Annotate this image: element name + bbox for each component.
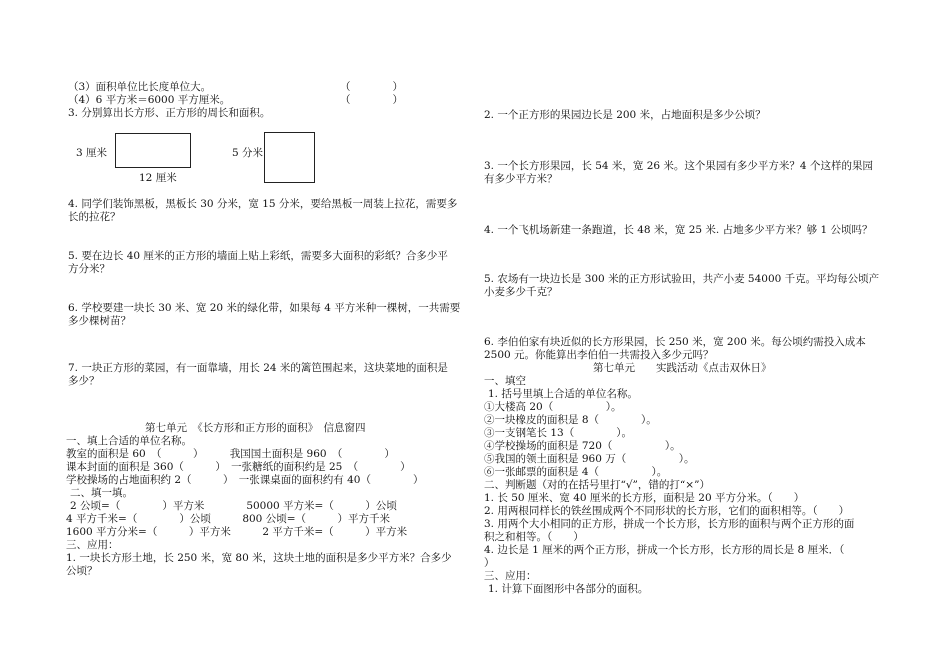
question-6: 6. 学校要建一块长 30 米、宽 20 米的绿化带，如果每 4 平方米种一棵树，一共需要 bbox=[68, 302, 461, 314]
s1-line: ⑤我国的领土面积是 960 万（ ）。 bbox=[484, 453, 695, 465]
part1-line: 学校操场的占地面积约 2（ ） 一张课桌面的面积约有 40（ ） bbox=[66, 474, 424, 486]
rectangle-figure bbox=[115, 133, 191, 168]
s1-title: 一、填空 bbox=[484, 375, 526, 387]
question-7-cont: 多少？ bbox=[68, 375, 100, 387]
s3-line: 1. 计算下面图形中各部分的面积。 bbox=[488, 583, 649, 595]
answer-blank-3[interactable]: （ ） bbox=[340, 81, 403, 93]
question-7: 7. 一块正方形的菜园，有一面靠墙，用长 24 米的篱笆围起来，这块菜地的面积是 bbox=[68, 362, 448, 374]
right-question-4: 4. 一个飞机场新建一条跑道，长 48 米，宽 25 米. 占地多少平方米？够 1 公顷吗？ bbox=[484, 224, 873, 236]
part3-title: 三、应用： bbox=[66, 539, 119, 551]
square-figure bbox=[264, 132, 315, 183]
part1-line: 教室的面积是 60 （ ） 我国国土面积是 960 （ ） bbox=[66, 448, 395, 460]
s1-line: 1. 括号里填上合适的单位名称。 bbox=[488, 388, 638, 400]
right-question-6-cont: 2500 元。你能算出李伯伯一共需投入多少元吗？ bbox=[484, 349, 714, 361]
question-5: 5. 要在边长 40 厘米的正方形的墙面上贴上彩纸，需要多大面积的彩纸？合多少平 bbox=[68, 250, 448, 262]
rect-height-label: 3 厘米 bbox=[76, 147, 108, 159]
part3-line: 1. 一块长方形土地，长 250 米，宽 80 米，这块土地的面积是多少平方米？合多少 bbox=[66, 552, 452, 564]
right-question-6: 6. 李伯伯家有块近似的长方形果园，长 250 米，宽 200 米。每公顷约需投入成本 bbox=[484, 336, 866, 348]
s2-line: 积之和相等。（ ） bbox=[484, 531, 584, 543]
part2-title: 二、填一填。 bbox=[70, 487, 133, 499]
right-question-2: 2. 一个正方形的果园边长是 200 米，占地面积是多少公顷？ bbox=[484, 109, 766, 121]
s1-line: ⑥一张邮票的面积是 4（ ）。 bbox=[484, 466, 668, 478]
part2-line: 2 公顷=（ ）平方米 50000 平方米=（ ）公顷 bbox=[70, 500, 397, 512]
part2-line: 4 平方千米=（ ）公顷 800 公顷=（ ）平方千米 bbox=[66, 513, 390, 525]
s1-line: ④学校操场的面积是 720（ ）。 bbox=[484, 440, 681, 452]
section-title-right: 第七单元 实践活动《点击双休日》 bbox=[593, 362, 772, 374]
s1-line: ③一支钢笔长 13（ ）。 bbox=[484, 427, 632, 439]
s2-line: 1. 长 50 厘米、宽 40 厘米的长方形，面积是 20 平方分米。（ ） bbox=[484, 492, 805, 504]
s2-title: 二、判断题（对的在括号里打“√”，错的打“×”） bbox=[484, 479, 710, 491]
rect-width-label: 12 厘米 bbox=[139, 172, 177, 184]
right-question-3: 3. 一个长方形果园，长 54 米，宽 26 米。这个果园有多少平方米？4 个这样的果园 bbox=[484, 160, 873, 172]
right-question-5: 5. 农场有一块边长是 300 米的正方形试验田，共产小麦 54000 千克。平均每公顷产 bbox=[484, 273, 880, 285]
statement-4: （4）6 平方米＝6000 平方厘米。 bbox=[68, 94, 231, 106]
answer-blank-4[interactable]: （ ） bbox=[340, 94, 403, 106]
part1-line: 课本封面的面积是 360（ ） 一张糖纸的面积约是 25 （ ） bbox=[66, 461, 411, 473]
statement-3: （3）面积单位比长度单位大。 bbox=[68, 81, 212, 93]
question-4: 4. 同学们装饰黑板，黑板长 30 分米，宽 15 分米，要给黑板一周装上拉花，需要多 bbox=[68, 198, 458, 210]
right-question-5-cont: 小麦多少千克？ bbox=[484, 286, 558, 298]
s1-line: ①大楼高 20（ ）。 bbox=[484, 401, 622, 413]
right-question-3-cont: 有多少平方米？ bbox=[484, 173, 558, 185]
question-4-cont: 长的拉花？ bbox=[68, 211, 121, 223]
part2-line: 1600 平方分米=（ ）平方米 2 平方千米=（ ）平方米 bbox=[66, 526, 408, 538]
question-6-cont: 多少棵树苗？ bbox=[68, 315, 131, 327]
s2-line: 4. 边长是 1 厘米的两个正方形，拼成一个长方形，长方形的周长是 8 厘米．（ bbox=[484, 544, 845, 556]
part3-line-cont: 公顷？ bbox=[66, 565, 98, 577]
part1-title: 一、填上合适的单位名称。 bbox=[66, 435, 192, 447]
s1-line: ②一块橡皮的面积是 8（ ）。 bbox=[484, 414, 657, 426]
s3-title: 三、应用： bbox=[484, 570, 537, 582]
question-5-cont: 方分米？ bbox=[68, 263, 110, 275]
s2-line: ） bbox=[484, 557, 495, 569]
question-3: 3. 分别算出长方形、正方形的周长和面积。 bbox=[68, 107, 271, 119]
s2-line: 2. 用两根同样长的铁丝围成两个不同形状的长方形，它们的面积相等。（ ） bbox=[484, 505, 850, 517]
section-title-left: 第七单元 《长方形和正方形的面积》 信息窗四 bbox=[145, 422, 366, 434]
s2-line: 3. 用两个大小相同的正方形，拼成一个长方形，长方形的面积与两个正方形的面 bbox=[484, 518, 855, 530]
square-side-label: 5 分米 bbox=[232, 147, 264, 159]
